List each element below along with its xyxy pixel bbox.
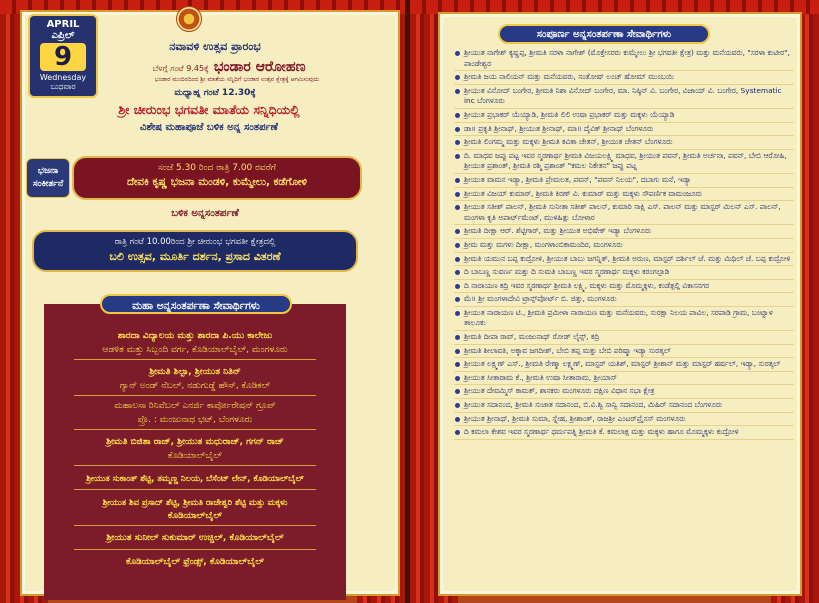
header-line1-prefix: ಬೆಳಗ್ಗೆ ಗಂಟೆ 9.45ಕ್ಕೆ — [152, 64, 209, 73]
seva-item: ಮಹಾಲಸಾ ರಿನಿವೆಬಲ್ ಎನರ್ಜಿ ಕಾರ್ಪೋರೇಷನ್ ಗ್ರೂಪ್ — [114, 401, 276, 411]
seva-item: ಪ್ರೊ. : ಮಂಜುನಾಥ ಭಟ್, ಬೆಂಗಳೂರು — [137, 415, 253, 425]
list-item: ಶ್ರೀಯುತ ಲಕ್ಷ್ಮಣ್ ಎಸ್., ಶ್ರೀಮತಿ ರೇಣ್ಮಾ ಲಕ್ಷ್ಮಣ್, ಮಾಸ್ಟರ್ ಯತಿಶ್, ಮಾಸ್ಟರ್ ಶ್ರೀಶಾನ್ ಮತ್ತು ಮಾಸ್ಟರ್ ಹರ್ಷಲ್, ಇಡ್ಯಾ, ಸುರತ್ಕಲ್ — [454, 359, 794, 372]
seva-item: ಕೊಡಿಯಾಲ್‌ಬೈಲ್ ಫ್ರೆಂಡ್ಸ್, ಕೊಡಿಯಾಲ್‌ಬೈಲ್ — [125, 557, 265, 567]
bhajana-tag-line1: ಭಜನಾ — [37, 166, 59, 176]
seva-item: ಶಾರದಾ ವಿದ್ಯಾಲಯ ಮತ್ತು ಶಾರದಾ ಪಿ.ಯು ಕಾಲೇಜು — [117, 331, 273, 341]
badge-day: 9 — [40, 43, 86, 71]
temple-logo-icon — [176, 6, 202, 32]
seva-item: ಶ್ರೀಮತಿ ಬಿಜಿತಾ ರಾಜ್, ಶ್ರೀಯುತ ಮಧುರಾಜ್, ಗಗನ್ ರಾಜ್ — [106, 437, 284, 447]
seva-sponsor-panel — [44, 304, 346, 600]
list-item: ದಿ. ಮಾಧವ ಜಪ್ಪು ಪಟ್ಟ ಇವರ ಸ್ಮರಣಾರ್ಥ ಶ್ರೀಮತಿ ವಿಜಯಲಕ್ಷ್ಮಿ ಮಾಧವ, ಶ್ರೀಯುತ ಪವನ್, ಶ್ರೀಮತಿ ಅರ್ಚನಾ, ಪವನ್, ಬೇಬಿ ಆರೋಹಿ, ಶ್ರೀಯುತ ಪ್ರಶಾಂತ್, ಶ್ರೀಮತಿ ರಶ್ಮಿ ಪ್ರಶಾಂತ್ "ಕಮಲ ನಿಕೇತನ" ಜಪ್ಪು ಪಟ್ನ — [454, 151, 794, 174]
header-line5: ವಿಶೇಷ ಮಹಾಪೂಜೆ ಬಳಿಕ ಅನ್ನ ಸಂತರ್ಪಣೆ — [140, 122, 278, 133]
bhajana-time: ಸಂಜೆ 5.30 ರಿಂದ ರಾತ್ರಿ 7.00 ರವರೆಗೆ — [157, 163, 277, 173]
list-item: ದಿ ನಾರಾಯಣ ಕದ್ರಿ ಇವರ ಸ್ಮರಣಾರ್ಥ ಶ್ರೀಮತಿ ಲಕ್ಷ್ಮಿ, ಮಕ್ಕಳು ಮತ್ತು ಮೊಮ್ಮಕ್ಕಳು, ಕಂಡೆತ್ಪಲ್ಲಿ ವಿಕಾಸನಗರ — [454, 281, 794, 294]
seva-item: ಗ್ಯಾನ್ ಅಂಡ್ ನೆಬಲ್, ನಡುಗುಡ್ಡೆ ಹೌಸ್, ಕೊಡಿಕಲ್ — [119, 381, 271, 391]
bhajana-group: ದೇವಕಿ ಕೃಷ್ಣ ಭಜನಾ ಮಂಡಳಿ, ಕುಮ್ಮೇಲು, ಕಡೆಗೋಳಿ — [127, 176, 307, 188]
seva-item: ಶ್ರೀಯುತ ಸುನೀಲ್ ಸುಕುಮಾರ್ ಉಚ್ಚಿಲ್, ಕೊಡಿಯಾಲ್‌ಬೈಲ್ — [106, 533, 284, 543]
seva-divider — [74, 465, 316, 466]
seva-heading: ಮಹಾ ಅನ್ನಸಂತರ್ಪಣಾ ಸೇವಾರ್ಥಿಗಳು — [100, 294, 292, 314]
left-page — [0, 0, 405, 603]
list-item: ಶ್ರೀಯುತ ವಾಮನ ಇಡ್ಯಾ, ಶ್ರೀಮತಿ ಪ್ರೇಮಲತ, ಪವನ್, "ಪವನ್ ನಿಲಯ", ದಬಾಗು ಮನೆ, ಇಡ್ಯಾ — [454, 175, 794, 188]
seva-item: ಆಡಳಿತ ಮತ್ತು ಸಿಬ್ಬಂದಿ ವರ್ಗ, ಕೊಡಿಯಾಲ್‌ಬೈಲ್, ಮಂಗಳೂರು — [102, 345, 288, 355]
list-item: ಶ್ರೀಯುತ ಸದಾನಂದ, ಶ್ರೀಮತಿ ಸುಜಾತ ಸದಾನಂದ, ಬಿ.ವಿ.ಶ್ವಿ ಸಾನ್ವಿ ಸದಾನಂದ, ಮಿಹಿರ್ ಸದಾನಂದ ಬೆಂಗಳೂರು — [454, 400, 794, 413]
badge-weekday-en: Wednesday — [39, 73, 87, 82]
seva-divider — [74, 525, 316, 526]
badge-month-kn: ಎಪ್ರಿಲ್ — [51, 30, 75, 41]
seva-item: ಶ್ರೀಯುತ ಶಿವ ಪ್ರಸಾದ್ ಶೆಟ್ಟಿ, ಶ್ರೀಮತಿ ರಾಜೇಶ್ವರಿ ಶೆಟ್ಟಿ ಮತ್ತು ಮಕ್ಕಳು — [102, 497, 288, 507]
seva-divider — [74, 489, 316, 490]
badge-weekday-kn: ಬುಧವಾರ — [50, 82, 76, 91]
header-line3: ಮಧ್ಯಾಹ್ನ ಗಂಟೆ 12.30ಕ್ಕೆ — [174, 88, 256, 98]
list-item: ಮೆ॥ ಶ್ರೀ ಮಂಗಳಾದೇವಿ ಟ್ರಾನ್ಸ್‌ಪೋರ್ಟ್ ಬಿ. ಜಿತ್ತು, ಮಂಗಳೂರು — [454, 294, 794, 307]
header-title: ನವಾವಳಿ ಉತ್ಸವ ಪ್ರಾರಂಭ — [169, 40, 261, 53]
header-line1-main: ಭಂಡಾರ ಆರೋಹಣ — [213, 59, 306, 75]
right-page — [410, 0, 819, 603]
seva-item: ಶ್ರೀಯುತ ಸುಕಾಂತ್ ಶೆಟ್ಟಿ, ತಮ್ಮಣ್ಣ ನಿಲಯ, ಬೆಸೆಂಟ್ ಲೇನ್, ಕೊಡಿಯಾಲ್‌ಬೈಲ್ — [86, 473, 304, 483]
night-line1: ರಾತ್ರಿ ಗಂಟೆ 10.00ರಿಂದ ಶ್ರೀ ಚೀರುಂಭ ಭಗವತೀ ಕ್ಷೇತ್ರದಲ್ಲಿ — [114, 237, 276, 247]
list-item: ಶ್ರೀಮ ಮತ್ತು ಮಗಳು ದೀಕ್ಷಾ, ಮಂಗಳಾಂಬಿಕಾಮಂದಿರ, ಮಂಗಳೂರು — [454, 240, 794, 253]
seva-item: ಕೊಡಿಯಾಲ್‌ಬೈಲ್ — [167, 451, 223, 461]
bhajana-after: ಬಳಿಕ ಅನ್ನಸಂತರ್ಪಣೆ — [171, 208, 239, 219]
date-badge — [28, 14, 98, 98]
seva-divider — [74, 395, 316, 396]
list-item: ಶ್ರೀಮತಿ ಜಯ ನಾಲಿಯನ್ ಮತ್ತು ಮನೆಯವರು, ಸಂತೋಷ್ ಲಂಚ್ ಹೋಮ್ ಮುಂಬಯಿ — [454, 72, 794, 85]
list-item: ಶ್ರೀಮತಿ ಶೀಲಾವತಿ, ಅಕ್ಕಾವ ಜಗದೀಶ್, ಬೇಬಿ ತಪ್ಪ ಮತ್ತು ಬೇಬಿ ಪರಿಷ್ಮಾ ಇಡ್ಯಾ ಸುರತ್ಕಲ್ — [454, 346, 794, 359]
seva-divider — [74, 549, 316, 550]
list-item: ಶ್ರೀಯುತ ನಾಗೇಶ್ ಕೃಷ್ಣಪ್ಪ, ಶ್ರೀಮತಿ ಸರಳಾ ನಾಗೇಶ್ (ಮೊಕ್ತೇಸರರು ಕುಮ್ಮೇಲು ಶ್ರೀ ಭಗವತೀ ಕ್ಷೇತ್ರ) ಮತ್ತು ಮನೆಯವರು, "ಸರಳಾ ಕುಟೀರ", ಪಾಂಡೇಶ್ವರ — [454, 48, 794, 71]
seva-item: ಕೊಡಿಯಾಲ್‌ಬೈಲ್ — [167, 511, 223, 521]
seva-divider — [74, 359, 316, 360]
list-item: ಶ್ರೀಮತಿ ದೀಪಾ ರಾವ್, ಮಂಜುನಾಥ್ ರೋಡ್ ಲೈನ್ಸ್, ಕದ್ರಿ — [454, 332, 794, 345]
list-item: ಶ್ರೀಯುತ ವಿಜಯ್ ಕುಮಾರ್, ಶ್ರೀಮತಿ ಕಿರಣ್ ವಿ. ಕುಮಾರ್ ಮತ್ತು ಮಕ್ಕಳು ಸೌಪರ್ಣಿಕ ವಾಮಂಜೂರು — [454, 189, 794, 202]
bhajana-tag-line2: ಸಂಕೀರ್ತನೆ — [32, 179, 64, 189]
list-item: ಡಾ॥ ಪ್ರಕೃತಿ ಶ್ರೀನಾಥ್, ಶ್ರೀಯುತ ಶ್ರೀನಾಥ್, ಮಾ॥ ದೈವಿಕ್ ಶ್ರೀನಾಥ್ ಬೆಂಗಳೂರು — [454, 124, 794, 137]
seva-divider — [74, 429, 316, 430]
list-item: ಶ್ರೀಮತಿ ಲಿಂಗಮ್ಮ ಮತ್ತು ಮಕ್ಕಳು ಶ್ರೀಮತಿ ಕವಿತಾ ಚೇತನ್, ಶ್ರೀಯುತ ಚೇತನ್ ಬೆಂಗಳೂರು — [454, 137, 794, 150]
sponsor-list — [454, 48, 794, 441]
right-title: ಸಂಪೂರ್ಣ ಅನ್ನಸಂತರ್ಪಣಾ ಸೇವಾರ್ಥಿಗಳು — [498, 24, 710, 44]
list-item: ಶ್ರೀಮತಿ ದೀಕ್ಷಾ ಆರ್. ಶೆಟ್ಟಿಗಾರ್, ಮತ್ತು ಶ್ರೀಯುತ ಅಭಿಷೇಕ್ ಇಡ್ಯಾ ಬೆಂಗಳೂರು — [454, 226, 794, 239]
list-item: ಶ್ರೀಯುತ ಸತೀಶ್ ಪಾಲನ್, ಶ್ರೀಮತಿ ಸುನೀತಾ ಸತೀಶ್ ಪಾಲನ್, ಕುಮಾರಿ ಸಾಕ್ಷಿ ಎಸ್. ಪಾಲನ್ ಮತ್ತು ಮಾಸ್ಟರ್ ಮಿಲನ್ ಎಸ್. ಪಾಲನ್, ಮಂಗಳಾ ಕೃತಿ ಅಪಾರ್ಟ್‌ಮೆಂಟ್, ಮುಳಿಹಿತ್ಲು ಬೋಳಾರ — [454, 202, 794, 225]
list-item: ಶ್ರೀಯುತ ನಾರಾಯಣ ಟಿ., ಶ್ರೀಮತಿ ಪ್ರಮೀಳಾ ನಾರಾಯಣ ಮತ್ತು ಮನೆಯವರು, ಸುರಕ್ಷಾ ನಿಲಯ ಪಾವಿಲ, ಸರಪಾಡಿ ಗ್ರಾಮ, ಬಂಟ್ವಾಳ ತಾಲೂಕು — [454, 308, 794, 331]
badge-month-en: APRIL — [46, 19, 80, 30]
bhajana-tag — [26, 158, 70, 198]
list-item: ಶ್ರೀಯುತ ಶ್ರೀನಾಥ್, ಶ್ರೀಮತಿ ಸುಮಾ, ಸ್ನೇಹ, ಶ್ರೀಶಾಂತ್, ರಾಜಶ್ರೀ ಎಂಟರ್‌ಪ್ರೈಸಸ್ ಮಂಗಳೂರು — [454, 414, 794, 427]
list-item: ದಿ ಬಾಬಣ್ಣ ಸುವರ್ಣ ಮತ್ತು ದಿ ಸುಮತಿ ಬಾಬಣ್ಣ ಇವರ ಸ್ಮರಣಾರ್ಥ ಮಕ್ಕಳು ಕರಂಗಲ್ಪಾಡಿ — [454, 267, 794, 280]
header-line1 — [104, 56, 354, 75]
list-item: ಶ್ರೀಯುತ ಸೀತಾರಾಮ ಕೆ., ಶ್ರೀಮತಿ ಉಷಾ ಸೀತಾರಾಮ, ಶ್ರೀಯಾಸ್ — [454, 373, 794, 386]
night-banner — [32, 230, 358, 272]
list-item: ಶ್ರೀಮತಿ ಯಮುನ ಬಪ್ಪ ಕುದ್ರೋಳಿ, ಶ್ರೀಯುತ ಬಾಬು ಜಗನ್ನಿತ್, ಶ್ರೀಮತಿ ಅರುಣ, ಮಾಸ್ಟರ್ ದರ್ಶಿಲ್ ಜೆ. ಮತ್ತು ಮಿಥಿಲ್ ಜೆ. ಬಪ್ಪ ಕುದ್ರೋಳಿ — [454, 254, 794, 267]
list-item: ಶ್ರೀಯುತ ದೇವಮ್ಮಿಸ್ ಕಾಮತ್, ಶಾಸಕರು ಮಂಗಳೂರು ದಕ್ಷಿಣ ವಿಧಾನ ಸಭಾ ಕ್ಷೇತ್ರ — [454, 386, 794, 399]
header-line2: ಭಂಡಾರ ಮಂದಿರದಿಂದ ಶ್ರೀ ಮಾತೆಯ ಸನ್ನಿಧಿಗೆ ಭಂಡಾರ ಉತ್ಸವ ಕ್ಷೇತ್ರಕ್ಕೆ ಆಗಮಿಸುವುದು — [154, 76, 320, 83]
list-item: ಶ್ರೀಯುತ ವಿನೋದ್ ಬಂಗೇರ, ಶ್ರೀಮತಿ ನಿಶಾ ವಿನೋದ್ ಬಂಗೇರ, ಮಾ. ನಿಷ್ಠಿನ್ ವಿ. ಬಂಗೇರ, ವಿಜಾಯ್ ವಿ. ಬಂಗೇರ, Systematic inc ಬೆಂಗಳೂರು — [454, 86, 794, 109]
night-line2: ಬಲಿ ಉತ್ಸವ, ಮೂರ್ತಿ ದರ್ಶನ, ಪ್ರಸಾದ ವಿತರಣೆ — [109, 250, 281, 263]
list-item: ಶ್ರೀಯುತ ಪ್ರಭಾಕರ್ ಯೆಯ್ಯಾಡಿ, ಶ್ರೀಮತಿ ಲಿಲಿ ಉಷಾ ಪ್ರಭಾಕರ್ ಮತ್ತು ಮಕ್ಕಳು ಯೆಯ್ಯಾಡಿ — [454, 110, 794, 123]
seva-item: ಶ್ರೀಮತಿ ಶಿಲ್ಪಾ, ಶ್ರೀಯುತ ನಿತಿನ್ — [149, 367, 241, 377]
list-item: ದಿ ಕಮಲಾ ಕೇಶವ ಇವರ ಸ್ಮರಣಾರ್ಥ ಧರ್ಮಪತ್ನಿ ಶ್ರೀಮತಿ ಕೆ. ಕಮಲಾಕ್ಷ ಮತ್ತು ಮಕ್ಕಳು ಹಾಗೂ ಮೊಮ್ಮಕ್ಕಳು ಕುದ್ರೋಳಿ — [454, 427, 794, 440]
bhajana-banner — [72, 156, 362, 200]
header-line4: ಶ್ರೀ ಚೀರುಂಭ ಭಗವತೀ ಮಾತೆಯ ಸನ್ನಿಧಿಯಲ್ಲಿ — [118, 102, 300, 117]
